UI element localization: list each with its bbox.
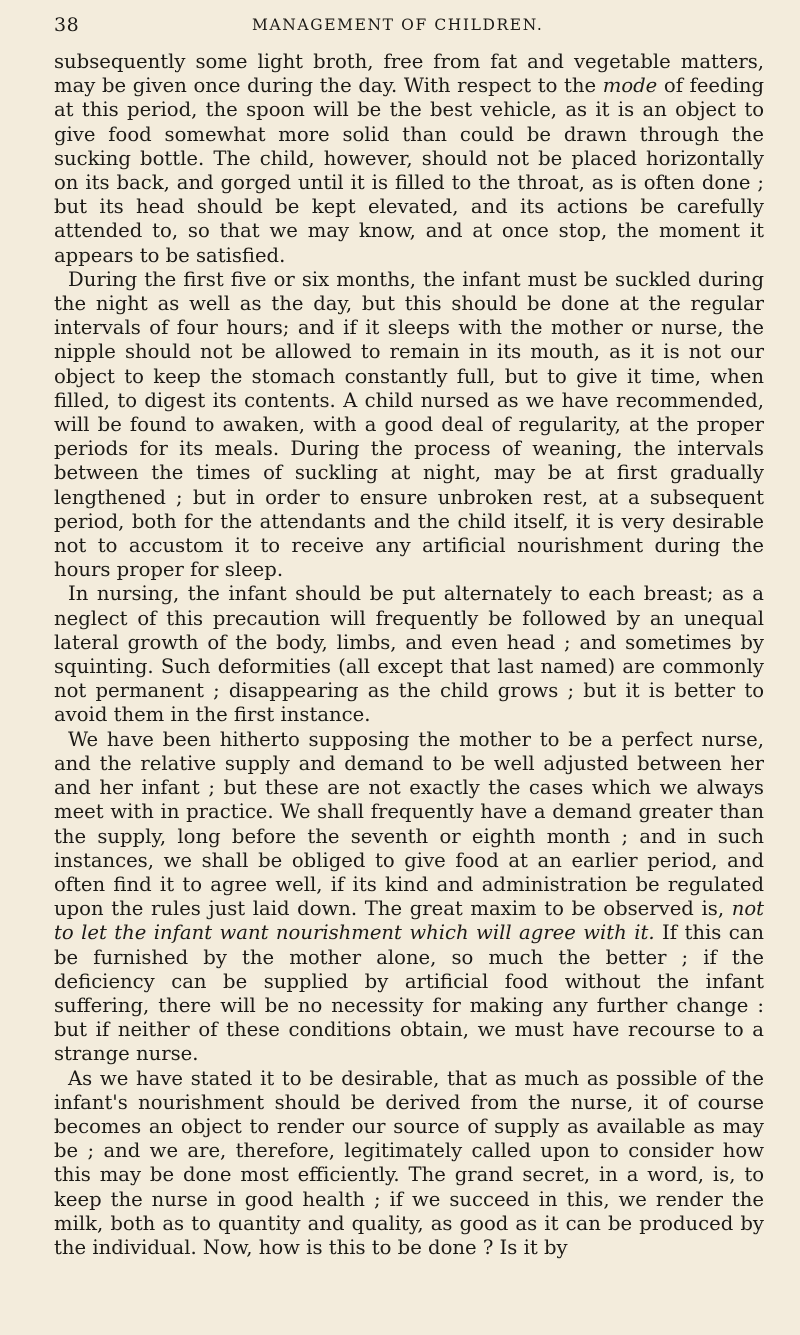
paragraph-3: In nursing, the infant should be put alternately to each breast; as a neglect of this precaution will frequently be followed by an unequal lateral growth of the body, limbs, and even head ; and sometimes by squinting. Such deformities (all except that last named) are commonly not permanent ; disappearing as the child grows ; but it is better to avoid them in the first instance.: [54, 582, 764, 727]
paragraph-5: As we have stated it to be desirable, that as much as possible of the infant's nourishment should be derived from the nurse, it of course becomes an object to render our source of supply as available as may be ; and we are, therefore, legitimately called upon to consider how this may be done most efficiently. The grand secret, in a word, is, to keep the nurse in good health ; if we succeed in this, we render the milk, both as to quantity and quality, as good as it can be produced by the individual. Now, how is this to be done ? Is it by: [54, 1066, 764, 1259]
italic-phrase: mode: [602, 74, 658, 98]
page-number: 38: [54, 14, 80, 36]
paragraph-2: During the first five or six months, the infant must be suckled during the night as well as the day, but this should be done at the regular intervals of four hours; and if it sleeps with the mother or nurse, the nipple should not be allowed to remain in its mouth, as it is not our object to keep the stomach constantly full, but to give it time, when filled, to digest its contents. A child nursed as we have recommended, will be found to awaken, with a good deal of regularity, at the proper periods for its meals. During the process of weaning, the intervals between the times of suckling at night, may be at first gradually lengthened ; but in order to ensure unbroken rest, at a subsequent period, both for the attendants and the child itself, it is very desirable not to accustom it to receive any artificial nourishment during the hours proper for sleep.: [54, 267, 764, 582]
running-head: MANAGEMENT OF CHILDREN.: [252, 16, 544, 34]
maxim-italic: not to let the infant want nourishment which will agree with it.: [54, 897, 764, 945]
paragraph-4: We have been hitherto supposing the mother to be a perfect nurse, and the relative supply and demand to be well adjusted between her and her infant ; but these are not exactly the cases which we always meet with in practice. We shall frequently have a demand greater than the supply, long before the seventh or eighth month ; and in such instances, we shall be obliged to give food at an earlier period, and often find it to agree well, if its kind and administration be regulated upon the rules just laid down. The great maxim to be observed is, not to let the infant want nourishment which will agree with it. If this can be furnished by the mother alone, so much the better ; if the deficiency can be supplied by artificial food without the infant suffering, there will be no necessity for making any further change : but if neither of these conditions obtain, we must have recourse to a strange nurse.: [54, 727, 764, 1066]
page-header: [54, 0, 764, 50]
body-text: [54, 50, 764, 1260]
paragraph-1: subsequently some light broth, free from fat and vegetable matters, may be given once during the day. With respect to the mode of feeding at this period, the spoon will be the best vehicle, as it is an object to give food somewhat more solid than could be drawn through the sucking bottle. The child, however, should not be placed horizontally on its back, and gorged until it is filled to the throat, as is often done ; but its head should be kept elevated, and its actions be carefully attended to, so that we may know, and at once stop, the moment it appears to be satisfied.: [54, 50, 765, 267]
